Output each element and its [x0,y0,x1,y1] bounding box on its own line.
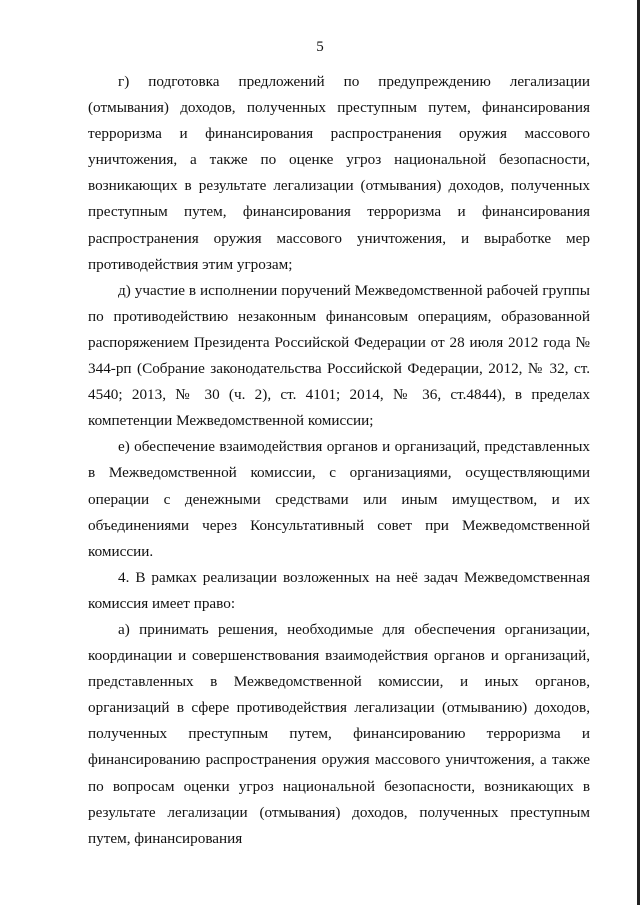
page-number: 5 [316,39,324,55]
paragraph-d: д) участие в исполнении поручений Межведомственной рабочей группы по противодействию незаконным финансовым операциям, образованной распоряжением Президента Российской Федерации от 28 июля 2012 года № 344-рп (Собрание законодательства Российской Федерации, 2012, № 32, ст. 4540; 2013, № 30 (ч. 2), ст. 4101; 2014, № 36, ст.4844), в пределах компетенции Межведомственной комиссии; [88,281,590,430]
paragraph-e: е) обеспечение взаимодействия органов и организаций, представленных в Межведомственной комиссии, с организациями, осуществляющими операции с денежными средствами или иным имуществом, и их объединениями через Консультативный совет при Межведомственной комиссии. [88,438,590,560]
paragraph-a: а) принимать решения, необходимые для обеспечения организации, координации и совершенствования взаимодействия органов и организаций, представленных в Межведомственной комиссии, и иных органов, организаций в сфере противодействия легализации (отмыванию) доходов, полученных преступным путем, финансированию терроризма и финансированию распространения оружия массового уничтожения, а также по вопросам оценки угроз национальной безопасности, возникающих в результате легализации (отмывания) доходов, полученных преступным путем, финансирования [88,620,590,847]
document-body [88,69,590,852]
paragraph-4: 4. В рамках реализации возложенных на неё задач Межведомственная комиссия имеет право: [88,568,590,612]
paragraph-g: г) подготовка предложений по предупреждению легализации (отмывания) доходов, полученных преступным путем, финансирования терроризма и финансирования распространения оружия массового уничтожения, а также по оценке угроз национальной безопасности, возникающих в результате легализации (отмывания) доходов, полученных преступным путем, финансирования терроризма и финансирования распространения оружия массового уничтожения, и выработке мер противодействия этим угрозам; [88,73,590,273]
